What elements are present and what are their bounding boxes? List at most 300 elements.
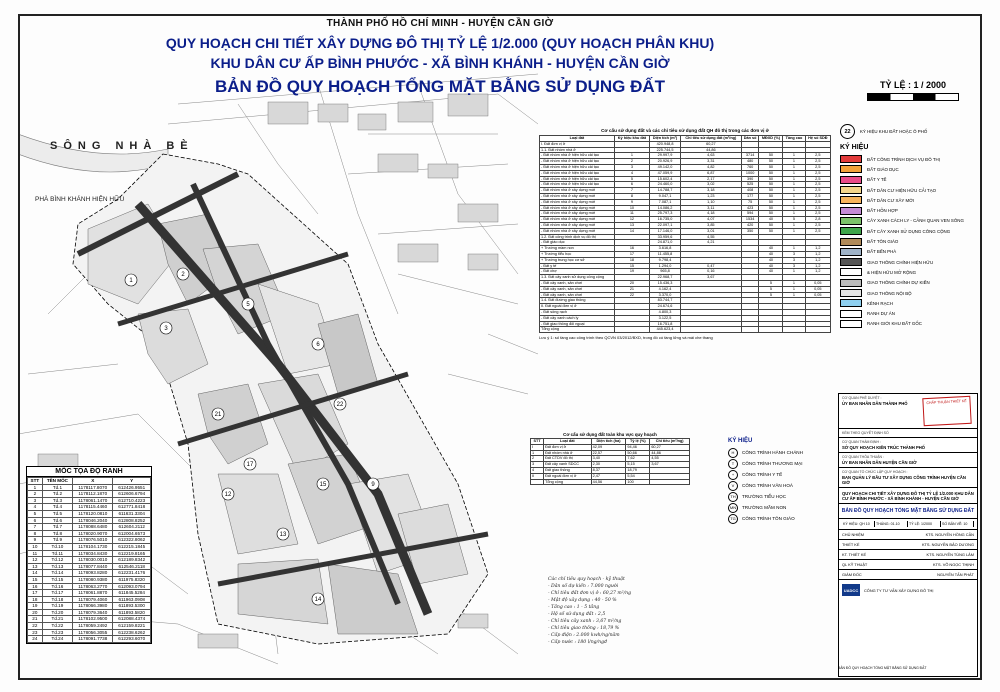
block-code-label: KÝ HIỆU KHU ĐẤT HOẶC Ô PHỐ	[860, 129, 928, 134]
table-cell: 24	[28, 636, 43, 643]
table-cell: 7,62	[626, 456, 650, 462]
table-cell: 44,86	[650, 450, 690, 456]
staff-role: QL KỸ THUẬT	[842, 562, 868, 567]
facility-legend-label: CÔNG TRÌNH THƯƠNG MẠI	[742, 461, 803, 466]
table-cell: 612808.8252	[113, 517, 151, 524]
table-cell: 50	[759, 176, 783, 182]
table-cell: - Đất nhóm nhà ở xây dựng mới	[540, 217, 615, 223]
table-row	[28, 510, 151, 517]
table-cell: 10	[28, 543, 43, 550]
facility-legend-label: CÔNG TRÌNH VĂN HOÁ	[742, 483, 793, 488]
staff-role: KT. THIẾT KẾ	[842, 552, 867, 557]
table-cell: 1178061.8870	[73, 590, 113, 597]
table-cell: 0,05	[805, 286, 830, 292]
table-cell: 760	[741, 164, 759, 170]
table-cell: 17	[614, 251, 649, 257]
project-value: QUY HOẠCH CHI TIẾT XÂY DỰNG ĐÔ THỊ TỶ LỆ 1/2.000 KHU DÂN CƯ ẤP BÌNH PHƯỚC - XÃ BÌNH KHÁNH - HUYỆN CẦN GIỜ	[842, 491, 974, 501]
legend-label: GIAO THÔNG CHÍNH DỰ KIẾN	[867, 280, 930, 286]
investor-section	[839, 468, 977, 488]
facility-legend-label: CÔNG TRÌNH Y TẾ	[742, 472, 783, 477]
table-cell: 612093.0794	[113, 583, 151, 590]
drawing-meta-cell: KÝ HIỆU: QH 10	[842, 521, 875, 527]
project-section	[839, 488, 977, 504]
facility-legend-title: KÝ HIỆU	[728, 438, 753, 444]
table-row	[28, 530, 151, 537]
table-row	[540, 327, 831, 333]
table-cell	[680, 327, 741, 333]
table-cell: 4	[531, 467, 544, 473]
table-cell: 1	[783, 159, 805, 165]
table-cell: 612088.4374	[113, 616, 151, 623]
table-cell: 1178077.8440	[73, 563, 113, 570]
coordinate-table	[26, 466, 152, 644]
approval-value: ỦY BAN NHÂN DÂN THÀNH PHỐ	[842, 401, 908, 406]
table-cell: - Đất nhóm nhà ở xây dựng mới	[540, 228, 615, 234]
table-cell: 9.798,4	[650, 257, 681, 263]
table-cell: 1	[783, 199, 805, 205]
table-cell: 3.122,5	[650, 315, 681, 321]
table-cell: 3,40	[591, 456, 626, 462]
table-cell: Td.5	[42, 510, 72, 517]
table-cell: 12	[614, 217, 649, 223]
table-cell: 1000	[741, 170, 759, 176]
table-cell: 25.797,3	[650, 211, 681, 217]
table-cell: 50	[759, 222, 783, 228]
table-cell: 8	[614, 193, 649, 199]
table-cell: 1,2	[805, 251, 830, 257]
table-cell: 0,47	[680, 263, 741, 269]
legend-label: & HIỆN HỮU MỞ RỘNG	[867, 269, 916, 275]
table-cell: 1	[28, 484, 43, 491]
coord-col-header: STT	[28, 478, 43, 485]
table-cell: 2,5	[805, 193, 830, 199]
staff-name: KTS. NGUYỄN BẢO DƯƠNG	[921, 542, 974, 547]
table-row	[531, 479, 690, 485]
table-cell: 18	[28, 596, 43, 603]
table-cell: 50	[759, 199, 783, 205]
table-cell: 50	[759, 159, 783, 165]
table-cell: - Đất nhóm nhà ở xây dựng mới	[540, 188, 615, 194]
table-cell: - Đất giáo dục	[540, 240, 615, 246]
land-use-table	[539, 128, 831, 340]
table-row	[28, 491, 151, 498]
table-cell: 2	[28, 491, 43, 498]
table-cell: - Đất cây xanh cách ly	[540, 315, 615, 321]
table-cell: 612771.8418	[113, 504, 151, 511]
table-cell: 1178061.1470	[73, 497, 113, 504]
block-code-example	[840, 124, 974, 139]
table-cell: 2,5	[805, 164, 830, 170]
table-cell: 225.744,5	[650, 147, 681, 153]
table-cell: 33.959,6	[650, 234, 681, 240]
table-cell: 11.455,8	[650, 251, 681, 257]
table-cell: 423	[741, 205, 759, 211]
table-cell: 2,47	[591, 473, 626, 479]
approval-label: CƠ QUAN PHÊ DUYỆT :	[842, 396, 882, 400]
table-cell: 21	[614, 286, 649, 292]
table-cell: 1178093.8280	[73, 570, 113, 577]
table-header: Hệ số SDĐ	[805, 136, 830, 142]
table-cell: 8	[28, 530, 43, 537]
drawing-meta	[839, 519, 977, 530]
svg-text:6: 6	[316, 342, 320, 348]
table-cell: 11	[28, 550, 43, 557]
table-header: Chỉ tiêu sử dụng đất (m²/ng)	[680, 136, 741, 142]
table-cell: 1534	[741, 217, 759, 223]
investor-label: CƠ QUAN TỔ CHỨC LẬP QUY HOẠCH :	[842, 470, 908, 474]
facility-symbol-icon: V	[728, 481, 738, 491]
table-cell: Td.17	[42, 590, 72, 597]
table-cell: 3.616,8	[650, 246, 681, 252]
table-cell: Td.20	[42, 609, 72, 616]
table-cell: Td.11	[42, 550, 72, 557]
table-cell: 24.674,6	[650, 304, 681, 310]
table-cell: 15.602,4	[650, 176, 681, 182]
table-cell: 2,5	[805, 153, 830, 159]
road-label: PHÀ BÌNH KHÁNH HIỆN HỮU	[35, 196, 125, 203]
table-cell: 13	[28, 563, 43, 570]
table-row	[28, 484, 151, 491]
table-cell: 2,5	[805, 182, 830, 188]
table-cell: 1178079.4060	[73, 596, 113, 603]
table-cell: Td.9	[42, 537, 72, 544]
table-cell: Td.1	[42, 484, 72, 491]
table-cell: 1178112.1870	[73, 491, 113, 498]
table-cell: Đất cây xanh SDCC	[544, 462, 592, 468]
table-cell: Td.3	[42, 497, 72, 504]
investor-value: BAN QUẢN LÝ ĐẦU TƯ XÂY DỰNG CÔNG TRÌNH HUYỆN CẦN GIỜ	[842, 475, 966, 485]
note-line: - Cấp điện : 2.000 kwh/ng/năm	[548, 633, 620, 638]
table-cell: 612546.2118	[113, 563, 151, 570]
table-cell: 3,11	[680, 205, 741, 211]
table-cell: 29.997,9	[650, 153, 681, 159]
table-cell: 3	[531, 462, 544, 468]
table-cell: 445.623,4	[650, 327, 681, 333]
table-cell: 4,55	[680, 234, 741, 240]
table-cell	[759, 327, 783, 333]
table-cell: 1	[783, 170, 805, 176]
table-cell: 50,66	[626, 450, 650, 456]
legend-label: ĐẤT TÔN GIÁO	[867, 239, 899, 245]
table-cell: 50	[759, 228, 783, 234]
land-use-note: Lưu ý 1: số tầng cao công trình theo QCVN 03/2012/BXD, trong đó có tầng lửng và mái che thang	[539, 335, 713, 341]
table-cell: Td.13	[42, 563, 72, 570]
table-cell: 1	[783, 164, 805, 170]
staff-row	[839, 530, 977, 540]
table-cell: 0,16	[680, 269, 741, 275]
staff-role: THIẾT KẾ	[842, 542, 860, 547]
table-cell: - Đất nhóm nhà ở hiện hữu cải tạo	[540, 182, 615, 188]
drawing-name: BẢN ĐỒ QUY HOẠCH TỔNG MẶT BẰNG SỬ DỤNG ĐẤT	[839, 504, 977, 519]
note-line: - Chỉ tiêu cây xanh : 3,67 m²/ng	[548, 619, 622, 624]
table-cell: 611845.5284	[113, 590, 151, 597]
legend-item	[840, 226, 974, 236]
table-row	[28, 623, 151, 630]
approval-section	[839, 394, 977, 429]
summary-table	[530, 432, 690, 485]
table-header: Chỉ tiêu (m²/ng)	[650, 439, 690, 445]
table-cell: Td.21	[42, 616, 72, 623]
table-cell: 1.294,0	[650, 263, 681, 269]
table-cell: 611975.8320	[113, 576, 151, 583]
table-cell: II	[531, 473, 544, 479]
table-cell: 1178091.7738	[73, 636, 113, 643]
facility-legend-label: CÔNG TRÌNH HÀNH CHÁNH	[742, 450, 803, 455]
table-cell: 612219.8165	[113, 550, 151, 557]
table-cell: 3,85	[680, 222, 741, 228]
table-cell: 14	[28, 570, 43, 577]
staff-row	[839, 540, 977, 550]
legend-label: KÊNH RẠCH	[867, 300, 893, 306]
table-cell: 1.3. Đất cây xanh sử dụng công cộng	[540, 275, 615, 281]
table-cell: - Đất cây xanh, sân chơi	[540, 286, 615, 292]
table-cell: Td.7	[42, 524, 72, 531]
table-cell: Td.16	[42, 583, 72, 590]
legend-swatch	[840, 186, 862, 194]
staff-role: CHỦ NHIỆM	[842, 532, 865, 537]
table-cell: 3714	[741, 153, 759, 159]
facility-legend-item	[728, 480, 818, 491]
table-cell: 1,2	[805, 269, 830, 275]
staff-role: GIÁM ĐỐC	[842, 572, 862, 577]
table-cell: Td.23	[42, 629, 72, 636]
table-cell: - Đất nhóm nhà ở xây dựng mới	[540, 222, 615, 228]
table-cell: 5	[28, 510, 43, 517]
staff-name: NGUYỄN TẤN PHÁT	[937, 572, 974, 577]
table-cell: 1,23	[680, 193, 741, 199]
legend-label: GIAO THÔNG CHÍNH HIỆN HỮU	[867, 259, 934, 265]
table-cell: 2,30	[591, 462, 626, 468]
table-cell: 1178059.2492	[73, 623, 113, 630]
approval-stamp: CHẤP THUẬN THIẾT KẾ	[922, 396, 971, 426]
table-cell: 2,5	[805, 170, 830, 176]
table-cell	[783, 327, 805, 333]
svg-text:21: 21	[214, 412, 222, 418]
table-cell: 1	[783, 246, 805, 252]
agreement-section	[839, 453, 977, 468]
table-cell: 612215.1845	[113, 543, 151, 550]
table-cell: 6	[614, 182, 649, 188]
note-line: Các chỉ tiêu quy hoạch - kỹ thuật	[548, 577, 625, 582]
table-row	[28, 537, 151, 544]
table-cell: 50	[759, 211, 783, 217]
handwritten-notes	[548, 576, 688, 646]
table-cell: 1178030.0010	[73, 557, 113, 564]
table-cell: Td.4	[42, 504, 72, 511]
table-cell: 2,5	[805, 188, 830, 194]
table-row	[28, 524, 151, 531]
appraisal-value: SỞ QUY HOẠCH KIẾN TRÚC THÀNH PHỐ	[842, 445, 926, 450]
table-cell: 50	[759, 188, 783, 194]
table-cell: 75	[741, 199, 759, 205]
table-cell: 1.2. Đất công trình dịch vụ đô thị	[540, 234, 615, 240]
table-cell: 480	[741, 159, 759, 165]
table-cell: 2,5	[805, 211, 830, 217]
table-row	[28, 550, 151, 557]
table-cell: 9.047,1	[650, 193, 681, 199]
coordinate-table-grid	[27, 477, 151, 643]
legend-item	[840, 175, 974, 185]
appraisal-label: CƠ QUAN THẨM ĐỊNH :	[842, 440, 881, 444]
table-cell: 1178020.9070	[73, 530, 113, 537]
legend-item	[840, 319, 974, 329]
table-cell: 100	[626, 479, 650, 485]
table-header: STT	[531, 439, 544, 445]
table-cell: 60,27	[650, 444, 690, 450]
legend-label: RANH DỰ ÁN	[867, 311, 895, 317]
coord-col-header: X	[73, 478, 113, 485]
table-cell: 1,2	[805, 246, 830, 252]
svg-text:17: 17	[246, 462, 254, 468]
table-cell: 3,18	[680, 188, 741, 194]
table-cell	[614, 327, 649, 333]
map-title: BẢN ĐỒ QUY HOẠCH TỔNG MẶT BẰNG SỬ DỤNG ĐẤT	[214, 77, 666, 96]
table-cell: 1	[783, 228, 805, 234]
legend-swatch	[840, 299, 862, 307]
company-name: CÔNG TY TƯ VẤN XÂY DỰNG ĐÔ THỊ	[864, 587, 934, 593]
table-cell: 4	[28, 504, 43, 511]
legend-label: ĐẤT CÂY XANH SỬ DỤNG CÔNG CỘNG	[867, 228, 951, 234]
legend-item	[840, 154, 974, 164]
summary-grid	[530, 438, 690, 485]
table-cell: 11	[614, 211, 649, 217]
table-row	[28, 609, 151, 616]
drawing-meta-cell: SỐ BẢN VẼ: 10	[941, 521, 974, 527]
svg-text:13: 13	[279, 532, 287, 538]
legend-swatch	[840, 227, 862, 235]
table-cell: 1,2	[805, 263, 830, 269]
facility-symbol-icon: H	[728, 448, 738, 458]
table-header: Diện tích (m²)	[650, 136, 681, 142]
table-cell: 2,5	[805, 159, 830, 165]
table-row	[28, 629, 151, 636]
table-cell: 1,10	[680, 199, 741, 205]
legend-label: GIAO THÔNG NỘI BỘ	[867, 290, 912, 296]
facility-legend-label: CÔNG TRÌNH TÔN GIÁO	[742, 516, 795, 521]
table-cell: 1178066.3980	[73, 603, 113, 610]
appraisal-section	[839, 438, 977, 453]
table-cell: 611893.5300	[113, 603, 151, 610]
legend-item	[840, 205, 974, 215]
table-cell: 50	[759, 164, 783, 170]
table-cell: 1178117.8070	[73, 484, 113, 491]
table-cell: 18,79	[626, 467, 650, 473]
table-cell: 4.800,3	[650, 309, 681, 315]
table-cell: 40	[759, 269, 783, 275]
legend-label: RANH GIỚI KHU ĐẤT GỐC	[867, 321, 922, 327]
table-cell: 1178056.3055	[73, 629, 113, 636]
legend-item	[840, 308, 974, 318]
table-cell: 42,09	[591, 444, 626, 450]
table-cell: 1178120.0810	[73, 510, 113, 517]
table-cell: 12	[28, 557, 43, 564]
table-cell: 44,56	[591, 479, 626, 485]
table-cell: 3	[614, 164, 649, 170]
svg-text:22: 22	[336, 402, 344, 408]
svg-text:9: 9	[371, 482, 375, 488]
table-cell: 1	[783, 269, 805, 275]
table-cell: 350	[741, 228, 759, 234]
table-row	[28, 603, 151, 610]
table-cell: 4,07	[680, 217, 741, 223]
legend-item	[840, 267, 974, 277]
svg-text:14: 14	[314, 597, 322, 603]
table-cell: + Trường tiểu học	[540, 251, 615, 257]
table-cell: Td.24	[42, 636, 72, 643]
staff-name: KTS. NGUYỄN TÙNG LÂM	[926, 552, 974, 557]
table-cell: 1178102.9500	[73, 616, 113, 623]
legend-item	[840, 257, 974, 267]
legend-item	[840, 298, 974, 308]
table-cell: 4,21	[680, 240, 741, 246]
table-cell: 1	[783, 193, 805, 199]
table-row	[28, 543, 151, 550]
table-cell: - Đất giao thông đối ngoại	[540, 321, 615, 327]
table-cell: - Đất y tế	[540, 263, 615, 269]
table-cell: Td.6	[42, 517, 72, 524]
coord-col-header: Y	[113, 478, 151, 485]
table-cell: 2,5	[805, 222, 830, 228]
company-block	[839, 580, 977, 600]
legend-label: ĐẤT CÔNG TRÌNH DỊCH VỤ ĐÔ THỊ	[867, 156, 940, 162]
table-cell: 1	[783, 211, 805, 217]
svg-text:1: 1	[129, 278, 133, 284]
table-cell: 5	[614, 176, 649, 182]
table-cell: 1	[783, 292, 805, 298]
table-cell: 1	[783, 188, 805, 194]
table-cell: 1	[783, 222, 805, 228]
legend-label: ĐẤT HỖN HỢP	[867, 208, 898, 214]
table-cell: 22	[28, 623, 43, 630]
table-cell: 40	[759, 251, 783, 257]
legend-swatch	[840, 320, 862, 328]
table-cell: 14.788,7	[650, 188, 681, 194]
legend-item	[840, 185, 974, 195]
table-header: Diện tích (ha)	[591, 439, 626, 445]
table-cell: 24.460,0	[650, 182, 681, 188]
table-row	[28, 504, 151, 511]
facility-legend-item	[728, 513, 818, 524]
legend-swatch	[840, 310, 862, 318]
legend-swatch	[840, 165, 862, 173]
summary-table-title: Cơ cấu sử dụng đất toàn khu vực quy hoạch	[563, 432, 657, 437]
table-cell: 1	[783, 280, 805, 286]
table-cell: 3,31	[680, 159, 741, 165]
note-line: - Dân số dự kiến : 7.000 người	[548, 584, 619, 589]
table-cell: 18	[614, 257, 649, 263]
table-cell: 594	[741, 211, 759, 217]
table-cell: 1178076.5010	[73, 537, 113, 544]
table-cell: 15	[28, 576, 43, 583]
drawing-footer: BẢN ĐỒ QUY HOẠCH TỔNG MẶT BẰNG SỬ DỤNG ĐẤT	[838, 666, 927, 670]
plan-title: QUY HOẠCH CHI TIẾT XÂY DỰNG ĐÔ THỊ TỶ LỆ 1/2.000 (QUY HOẠCH PHÂN KHU)	[165, 35, 715, 51]
table-cell: 17	[28, 590, 43, 597]
legend-item	[840, 278, 974, 288]
note-line: - Chỉ tiêu đất đơn vị ở : 60,27 m²/ng	[548, 591, 632, 596]
facility-symbol-icon: T	[728, 459, 738, 469]
table-cell: 3,67	[680, 275, 741, 281]
legend-item	[840, 236, 974, 246]
table-cell: Td.19	[42, 603, 72, 610]
table-cell: 612159.8221	[113, 623, 151, 630]
table-cell: 3	[28, 497, 43, 504]
table-cell: 2	[531, 456, 544, 462]
table-cell: 2,17	[680, 176, 741, 182]
table-row	[28, 563, 151, 570]
table-cell: 50	[759, 193, 783, 199]
table-cell: 15.436,3	[650, 280, 681, 286]
staff-row	[839, 550, 977, 560]
